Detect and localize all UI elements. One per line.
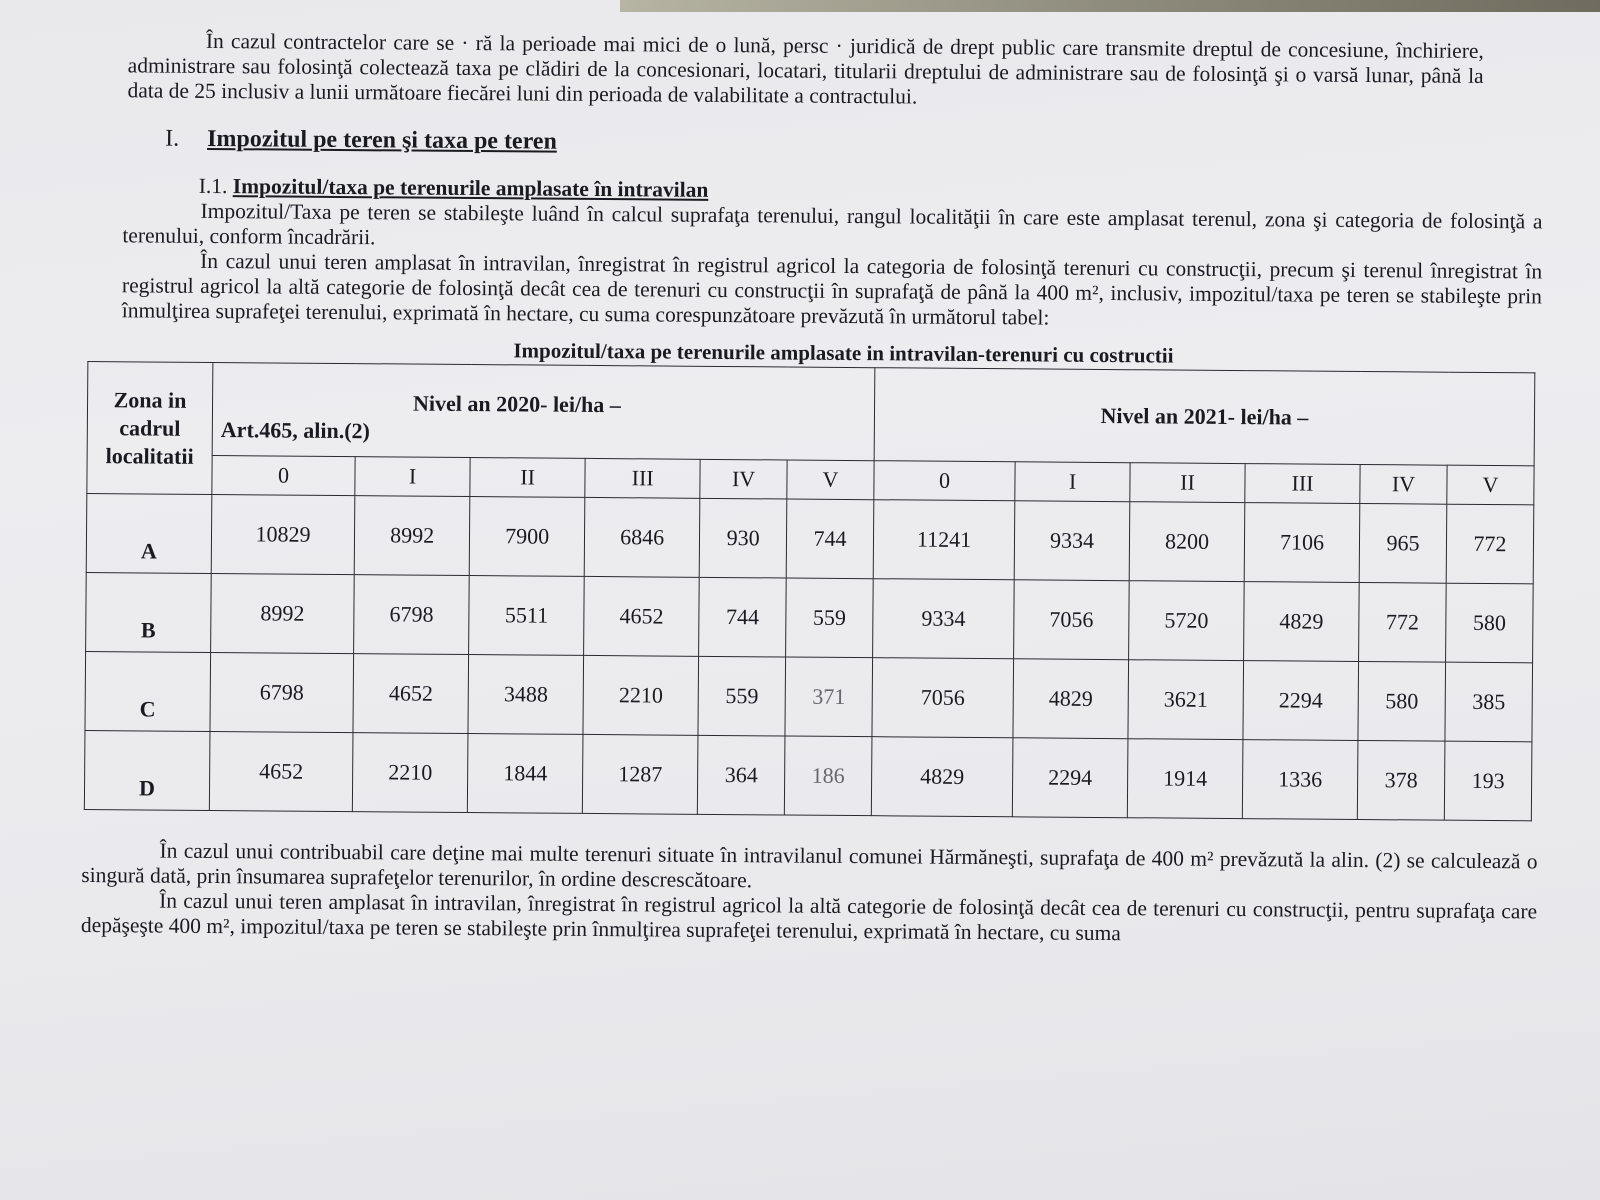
table-cell: 9334 xyxy=(873,579,1015,659)
table-cell: 965 xyxy=(1359,504,1447,584)
table-cell: 580 xyxy=(1446,583,1534,663)
table-cell: 6846 xyxy=(584,497,700,577)
paragraph-contract-collection: În cazul contractelor care se · ră la perioade mai mici de o lună, persc · juridică de drept public care transmite dreptul de concesiune, închiriere, administrare sau folosinţă colectează taxa pe clădiri de la concesionari, locatari, titularii dreptului de administrare sau de folosinţă şi o varsă lunar, până la data de 25 inclusiv a lunii următoare fiecărei luni din perioada de valabilitate a contractului. xyxy=(127,28,1484,109)
zone-label: A xyxy=(86,494,212,574)
table-cell: 378 xyxy=(1357,740,1445,820)
table-cell: 6798 xyxy=(210,652,354,732)
table-cell: 4652 xyxy=(584,576,700,656)
section-heading xyxy=(87,123,1543,164)
table-cell: 7900 xyxy=(469,497,585,577)
table-cell: 8200 xyxy=(1129,502,1245,582)
zone-label: D xyxy=(84,730,210,810)
table-cell: 744 xyxy=(786,499,874,579)
table-cell: 2294 xyxy=(1012,738,1128,818)
table-cell: 5720 xyxy=(1129,581,1245,661)
table-row-zone-d xyxy=(84,730,1532,820)
rank-2021-V: V xyxy=(1447,465,1534,505)
rank-2021-IV: IV xyxy=(1360,465,1447,505)
table-cell: 580 xyxy=(1358,661,1446,741)
rank-2020-II: II xyxy=(470,458,585,498)
table-row-zone-a xyxy=(86,494,1534,584)
table-cell: 8992 xyxy=(354,496,470,576)
table-cell: 9334 xyxy=(1014,501,1130,581)
table-cell: 6798 xyxy=(354,575,470,655)
document-content xyxy=(81,28,1544,949)
header-2020 xyxy=(212,362,875,460)
zone-label: C xyxy=(85,652,211,732)
rank-2020-IV: IV xyxy=(700,459,787,499)
section-title: Impozitul pe teren şi taxa pe teren xyxy=(207,125,557,155)
table-cell: 3488 xyxy=(468,655,584,735)
table-cell: 4652 xyxy=(209,731,353,811)
table-cell: 1914 xyxy=(1127,739,1243,819)
table-cell: 7106 xyxy=(1244,503,1360,583)
table-cell: 4829 xyxy=(1244,582,1360,662)
table-cell: 559 xyxy=(698,656,786,736)
table-cell: 11241 xyxy=(873,500,1015,580)
rank-2021-III: III xyxy=(1245,464,1360,504)
table-cell: 930 xyxy=(699,498,787,578)
rank-2021-0: 0 xyxy=(874,461,1015,501)
header-2020-article: Art.465, alin.(2) xyxy=(220,417,371,444)
table-row-zone-c xyxy=(85,652,1533,742)
table-cell: 559 xyxy=(786,578,874,658)
table-cell: 385 xyxy=(1445,662,1533,742)
paragraph-over-400: În cazul unui teren amplasat în intravilan, înregistrat în registrul agricol la altă categorie de folosinţă decât cea de terenuri cu construcţii, pentru suprafaţa care depăşeşte 400 m², impozitul/taxa pe teren se stabileşte prin înmulţirea suprafeţei terenului, exprimată în hectare, cu suma xyxy=(80,888,1538,946)
table-cell: 8992 xyxy=(211,573,355,653)
subsection-number: I.1. xyxy=(198,173,228,199)
rank-2020-III: III xyxy=(585,458,700,498)
background-fabric xyxy=(620,0,1600,12)
table-cell: 2210 xyxy=(583,655,699,735)
paragraph-calculation-basis: Impozitul/Taxa pe teren se stabileşte luând în calcul suprafaţa terenului, rangul localităţii în care este amplasat terenul, zona şi categoria de folosinţă a terenului, conform încadrării. xyxy=(122,198,1543,250)
header-zone: Zona in cadrul localitatii xyxy=(87,362,213,495)
table-cell: 7056 xyxy=(1014,580,1130,660)
table-cell: 1336 xyxy=(1242,740,1358,820)
header-2020-level: Nivel an 2020- lei/ha – xyxy=(412,390,621,418)
table-cell: 193 xyxy=(1444,741,1532,821)
table-cell: 772 xyxy=(1359,583,1447,663)
table-cell: 2294 xyxy=(1243,661,1359,741)
zone-label: B xyxy=(86,573,212,653)
table-cell: 186 xyxy=(784,736,872,816)
table-cell: 10829 xyxy=(211,494,355,574)
rank-2021-II: II xyxy=(1130,463,1245,503)
table-cell: 4829 xyxy=(871,737,1013,817)
header-2021: Nivel an 2021- lei/ha – xyxy=(874,368,1535,466)
table-cell: 364 xyxy=(698,735,786,815)
tax-rates-table xyxy=(84,361,1535,821)
table-cell: 772 xyxy=(1446,504,1534,584)
table-row-zone-b xyxy=(86,573,1534,663)
table-cell: 744 xyxy=(699,577,787,657)
table-cell: 5511 xyxy=(469,576,585,656)
table-cell: 371 xyxy=(785,657,873,737)
table-cell: 3621 xyxy=(1128,660,1244,740)
rank-2020-0: 0 xyxy=(212,455,355,495)
rank-2020-I: I xyxy=(355,457,470,497)
table-caption: Impozitul/taxa pe terenurile amplasate in intravilan-terenuri cu costructii xyxy=(513,338,1174,368)
table-cell: 7056 xyxy=(872,658,1014,738)
subsection-title: Impozitul/taxa pe terenurile amplasate în intravilan xyxy=(232,174,709,202)
paragraph-multiple-plots: În cazul unui contribuabil care deţine mai multe terenuri situate în intravilanul comunei Hărmăneşti, suprafaţa de 400 m² prevăzută la alin. (2) se calculează o singură dată, prin însumarea suprafeţelor terenurilor, în ordine descrescătoare. xyxy=(81,838,1538,893)
paragraph-intravilan-rule: În cazul unui teren amplasat în intravilan, înregistrat în registrul agricol la categoria de folosinţă terenuri cu construcţii, precum şi terenul înregistrat în registrul agricol la altă categorie de folosinţă decât cea de terenuri cu construcţii în suprafaţă de până la 400 m², inclusiv, impozitul/taxa pe teren se stabileşte prin înmulţirea suprafeţei terenului, exprimată în hectare, cu suma corespunzătoare prevăzută în următorul tabel: xyxy=(121,248,1543,330)
table-cell: 2210 xyxy=(352,733,468,813)
section-number: I. xyxy=(165,125,180,152)
table-cell: 4829 xyxy=(1013,659,1129,739)
table-cell: 1287 xyxy=(583,734,699,814)
rank-2021-I: I xyxy=(1015,462,1130,502)
table-cell: 1844 xyxy=(468,734,584,814)
table-cell: 4652 xyxy=(353,654,469,734)
rank-2020-V: V xyxy=(787,460,874,500)
